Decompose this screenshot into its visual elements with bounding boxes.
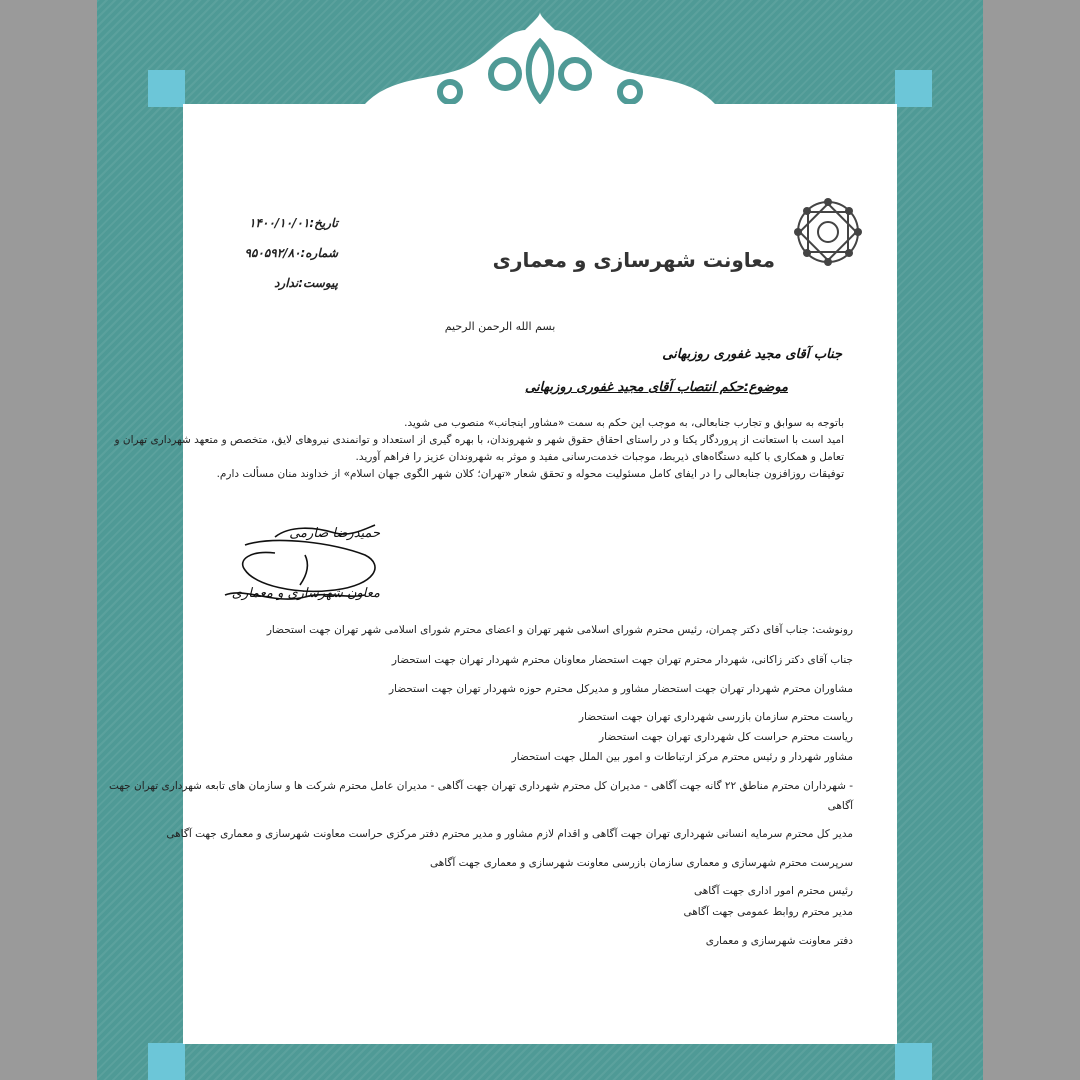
- corner-square-top-left: [148, 70, 185, 107]
- signature-title: معاون شهرسازی و معماری: [231, 586, 380, 601]
- body-paragraph: توفیقات روزافزون جنابعالی را در ایفای کامل مسئولیت محوله و تحقق شعار «تهران؛ کلان شهر الگوی جهان اسلام» از خداوند منان مسألت دارم.: [216, 468, 844, 480]
- organization-title: معاونت شهرسازی و معماری: [492, 248, 775, 272]
- cc-line: مدیر محترم روابط عمومی جهت آگاهی: [683, 906, 853, 918]
- signature-icon: [215, 515, 385, 615]
- cc-line: - شهرداران محترم مناطق ۲۲ گانه جهت آگاهی - مدیران کل محترم شهرداری تهران جهت آگاهی - مدیران عامل محترم شرکت ها و سازمان های تابعه شهرداری تهران جهت: [109, 780, 853, 792]
- addressee: جناب آقای مجید غفوری روزبهانی: [662, 347, 842, 362]
- cc-line: دفتر معاونت شهرسازی و معماری: [705, 935, 853, 947]
- subject-line: موضوع:حکم انتصاب آقای مجید غفوری روزبهانی: [525, 380, 788, 395]
- corner-square-bottom-right: [895, 1043, 932, 1080]
- letter-meta: [238, 216, 338, 306]
- corner-square-bottom-left: [148, 1043, 185, 1080]
- cc-line: مشاوران محترم شهردار تهران جهت استحضار مشاور و مدیرکل محترم حوزه شهردار تهران جهت استحضار: [388, 683, 853, 695]
- number-line: شماره:۹۵۰۵۹۲/۸۰: [244, 246, 338, 260]
- date-line: تاریخ:۱۴۰۰/۱۰/۰۱: [248, 216, 338, 230]
- cc-line: ریاست محترم سازمان بازرسی شهرداری تهران جهت استحضار: [578, 711, 853, 723]
- cc-line: سرپرست محترم شهرسازی و معماری سازمان بازرسی معاونت شهرسازی و معماری جهت آگاهی: [429, 857, 853, 869]
- bismillah: بسم الله الرحمن الرحیم: [444, 320, 556, 333]
- cc-line: ریاست محترم حراست کل شهرداری تهران جهت استحضار: [599, 731, 853, 743]
- cc-line: رئیس محترم امور اداری جهت آگاهی: [694, 885, 853, 897]
- signature-name: حمیدرضا صارمی: [289, 526, 380, 541]
- body-paragraph: تعامل و همکاری با کلیه دستگاه‌های ذیربط، موجبات خدمت‌رسانی مفید و موثر به شهروندان عزیز را فراهم آورید.: [355, 451, 844, 463]
- cc-line: رونوشت: جناب آقای دکتر چمران، رئیس محترم شورای اسلامی شهر تهران و اعضای محترم شورای اسلامی شهر تهران جهت استحضار: [266, 624, 853, 636]
- attachment-line: پیوست:ندارد: [274, 276, 338, 290]
- cc-line: مدیر کل محترم سرمایه انسانی شهرداری تهران جهت آگاهی و اقدام لازم مشاور و مدیر محترم دفتر مرکزی حراست معاونت شهرسازی و معماری جهت آگاهی: [166, 828, 853, 840]
- body-paragraph: امید است با استعانت از پروردگار یکتا و در راستای احقاق حقوق شهر و شهروندان، با بهره گیری از استعداد و توانمندی نیروهای لایق، متخصص و متعهد شهرداری تهران و: [114, 434, 844, 446]
- municipality-logo-icon: [792, 196, 864, 268]
- cc-line: جناب آقای دکتر زاکانی، شهردار محترم تهران جهت استحضار معاونان محترم شهردار تهران جهت استحضار: [391, 654, 853, 666]
- body-paragraph: باتوجه به سوابق و تجارب جنابعالی، به موجب این حکم به سمت «مشاور اینجانب» منصوب می شوید.: [404, 417, 844, 429]
- corner-square-top-right: [895, 70, 932, 107]
- cc-line: آگاهی: [827, 800, 853, 812]
- ornament-icon: [355, 12, 725, 108]
- cc-line: مشاور شهردار و رئیس محترم مرکز ارتباطات و امور بین الملل جهت استحضار: [511, 751, 853, 763]
- letter-body: [114, 415, 844, 483]
